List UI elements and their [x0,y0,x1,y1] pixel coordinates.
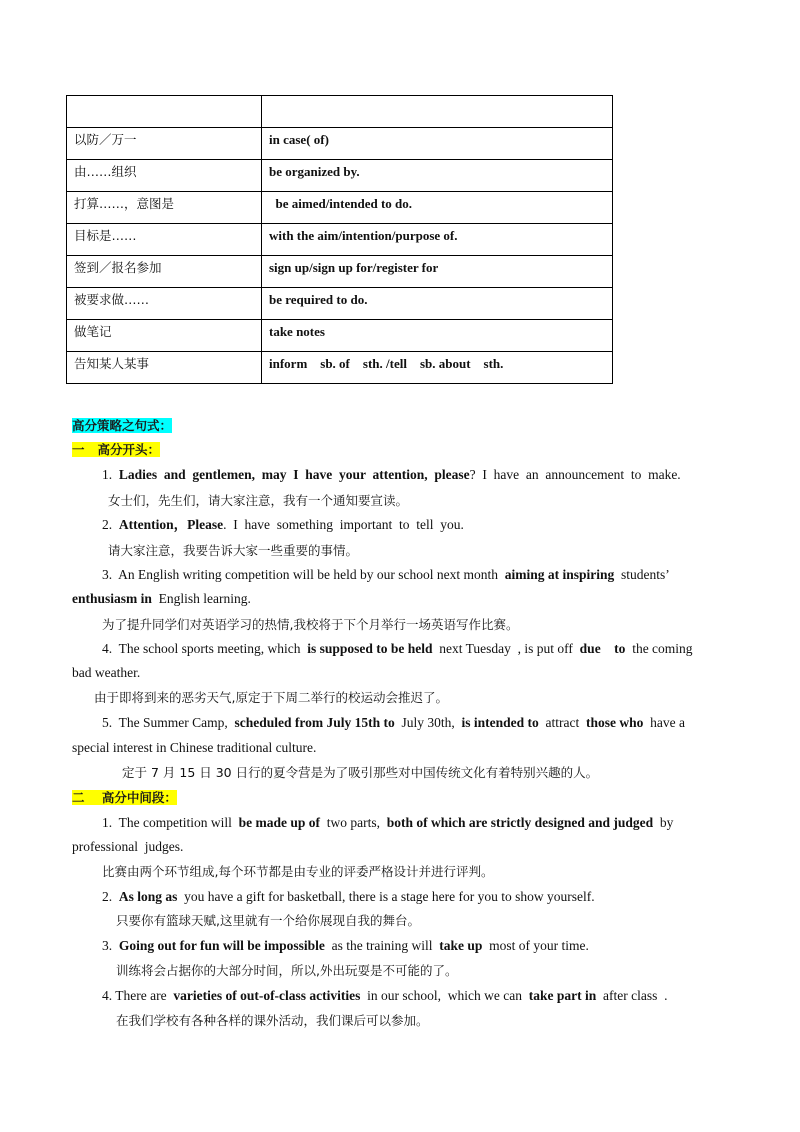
english-phrase-cell: in case( of) [262,128,613,160]
chinese-phrase-cell: 做笔记 [67,320,262,352]
vocabulary-table [66,95,613,384]
chinese-phrase-cell: 打算……，意图是 [67,192,262,224]
chinese-phrase-cell [67,96,262,128]
english-phrase-cell: be aimed/intended to do. [262,192,613,224]
sentence-1-4: 4. The school sports meeting, which is supposed to be held next Tuesday , is put off due to the coming [102,641,693,656]
chinese-phrase-cell: 被要求做…… [67,288,262,320]
sentence-1-3-cont: enthusiasm in English learning. [72,591,251,606]
translation-2-2: 只要你有篮球天赋,这里就有一个给你展现自我的舞台。 [116,913,420,928]
table-row [67,160,613,192]
translation-2-4: 在我们学校有各种各样的课外活动，我们课后可以参加。 [116,1013,429,1028]
english-phrase-cell: inform sb. of sth. /tell sb. about sth. [262,352,613,384]
table-row [67,224,613,256]
chinese-phrase-cell: 目标是…… [67,224,262,256]
sentence-2-1-cont: professional judges. [72,839,184,854]
chinese-phrase-cell: 签到／报名参加 [67,256,262,288]
sentence-2-3: 3. Going out for fun will be impossible as the training will take up most of your time. [102,938,589,953]
sentence-1-5-cont: special interest in Chinese traditional culture. [72,740,317,755]
chinese-phrase-cell: 以防／万一 [67,128,262,160]
chinese-phrase-cell: 由……组织 [67,160,262,192]
table-row [67,128,613,160]
section-title: 高分策略之句式： [72,418,173,433]
translation-1-2: 请大家注意，我要告诉大家一些重要的事情。 [108,543,359,558]
english-phrase-cell: be required to do. [262,288,613,320]
sentence-1-4-cont: bad weather. [72,665,141,680]
table-row [67,96,613,128]
english-phrase-cell: take notes [262,320,613,352]
english-phrase-cell: with the aim/intention/purpose of. [262,224,613,256]
sentence-2-2: 2. As long as you have a gift for basketball, there is a stage here for you to show yourself. [102,889,595,904]
english-phrase-cell: sign up/sign up for/register for [262,256,613,288]
english-phrase-cell [262,96,613,128]
translation-2-1: 比赛由两个环节组成,每个环节都是由专业的评委严格设计并进行评判。 [102,864,494,879]
table-row [67,320,613,352]
translation-2-3: 训练将会占据你的大部分时间，所以,外出玩耍是不可能的了。 [116,963,458,978]
chinese-phrase-cell: 告知某人某事 [67,352,262,384]
translation-1-4: 由于即将到来的恶劣天气,原定于下周二举行的校运动会推迟了。 [94,690,448,705]
translation-1-3: 为了提升同学们对英语学习的热情,我校将于下个月举行一场英语写作比赛。 [102,617,519,632]
sentence-1-3: 3. An English writing competition will be held by our school next month aiming at inspiring students’ [102,567,670,582]
table-row [67,352,613,384]
table-row [67,288,613,320]
table-row [67,256,613,288]
translation-1-1: 女士们，先生们，请大家注意，我有一个通知要宣读。 [108,493,409,508]
sentence-1-1: 1. Ladies and gentlemen, may I have your attention, please? I have an announcement to make. [102,467,681,482]
translation-1-5: 定于 7 月 15 日 30 日行的夏令营是为了吸引那些对中国传统文化有着特别兴趣的人。 [122,765,599,780]
sentence-1-5: 5. The Summer Camp, scheduled from July 15th to July 30th, is intended to attract those who have a [102,715,686,730]
part1-title: 一 高分开头： [72,442,161,457]
sentence-1-2: 2. Attention，Please. I have something important to tell you. [102,517,464,532]
table-row [67,192,613,224]
english-phrase-cell: be organized by. [262,160,613,192]
part2-title: 二 高分中间段： [72,790,177,805]
sentence-2-1: 1. The competition will be made up of two parts, both of which are strictly designed and judged by [102,815,674,830]
sentence-2-4: 4. There are varieties of out-of-class activities in our school, which we can take part in after class . [102,988,668,1003]
